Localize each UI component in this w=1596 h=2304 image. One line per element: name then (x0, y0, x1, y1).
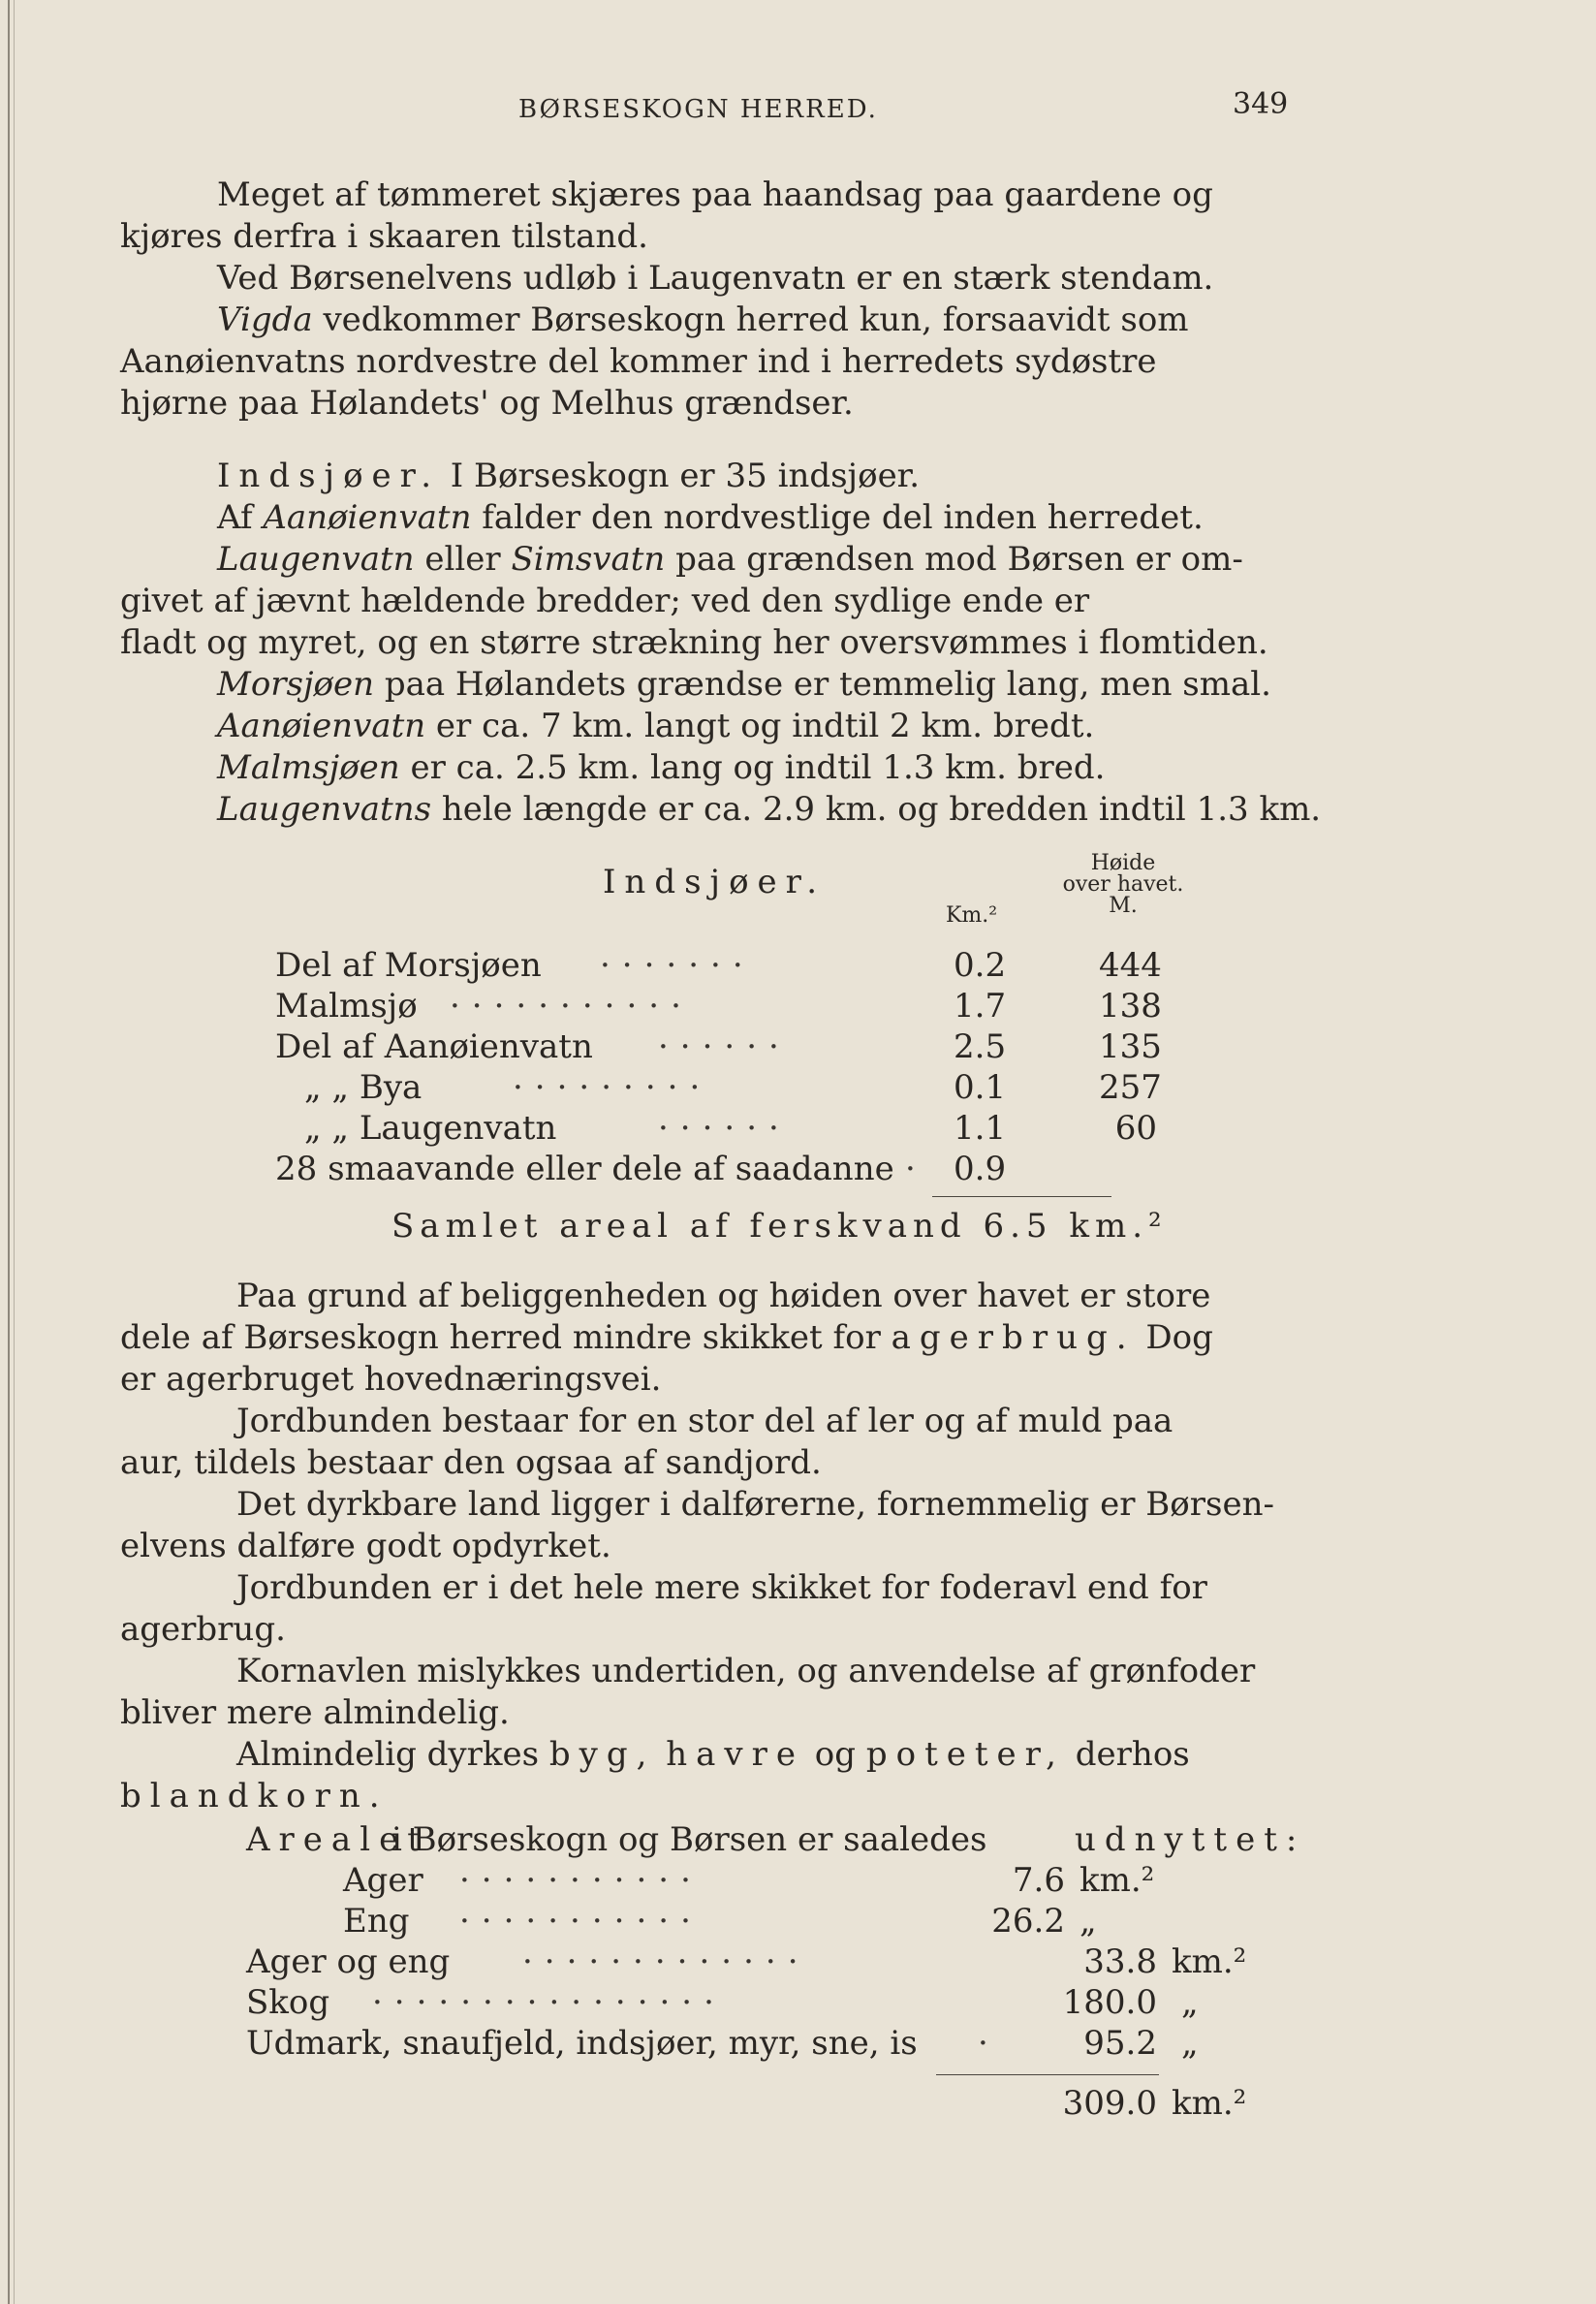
lake-area: 0.2 (954, 946, 1007, 985)
text-line (120, 789, 1322, 831)
page-edge-line-inner (14, 0, 15, 2304)
land-value: 180.0 (1062, 1983, 1157, 2022)
table-intro (246, 1820, 1306, 1861)
table-row (275, 987, 1225, 1027)
page-number: 349 (1233, 87, 1289, 121)
italic-name: Aanøienvatn (263, 498, 472, 537)
table-row (246, 2024, 1264, 2065)
leader-dots: ········· (513, 1068, 712, 1107)
leader-dots: · (905, 1150, 927, 1188)
lake-height: 138 (1099, 987, 1162, 1026)
spaced-word: byg, (548, 1735, 656, 1774)
table-row (275, 1027, 1225, 1068)
header-line: Høide (1090, 851, 1156, 875)
text-span: dele af Børseskogn herred mindre skikket for (120, 1318, 892, 1357)
text-line: agerbrug. (120, 1610, 286, 1649)
text-span: Dog (1135, 1318, 1213, 1357)
header-line: over havet. (1062, 872, 1184, 897)
lake-name: „ „ Laugenvatn (304, 1109, 557, 1148)
italic-name: Aanøienvatn (217, 707, 426, 745)
lake-area: 1.7 (954, 987, 1007, 1026)
text-line: Aanøienvatns nordvestre del kommer ind i herredets sydøstre (120, 342, 1157, 381)
italic-name: Laugenvatns (217, 790, 432, 829)
table-row (275, 1068, 1225, 1109)
sum-rule (936, 2074, 1159, 2075)
lake-height: 60 (1114, 1109, 1157, 1148)
text-line: fladt og myret, og en større strækning her oversvømmes i flomtiden. (120, 623, 1268, 662)
text-span: er ca. 7 km. langt og indtil 2 km. bredt. (425, 707, 1095, 745)
italic-name: Laugenvatn (217, 540, 415, 579)
table-row (246, 1983, 1264, 2024)
leader-dots: ················ (372, 1983, 726, 2022)
text-line: bliver mere almindelig. (120, 1693, 510, 1732)
text-line: Kornavlen mislykkes undertiden, og anvendelse af grønfoder (236, 1652, 1256, 1690)
text-line (120, 456, 1322, 497)
text-span: hele længde er ca. 2.9 km. og bredden indtil 1.3 km. (431, 790, 1322, 829)
land-unit: „ (1181, 2024, 1199, 2063)
lake-height: 135 (1099, 1027, 1162, 1066)
text-line: Jordbunden er i det hele mere skikket for foderavl end for (236, 1568, 1207, 1607)
land-unit: km.² (1080, 1861, 1155, 1900)
running-header: BØRSESKOGN HERRED. (518, 95, 878, 124)
leader-dots: ······ (658, 1027, 791, 1066)
text-span: derhos (1064, 1735, 1190, 1774)
section-heading: Indsjøer. (217, 457, 440, 495)
text-line (120, 300, 1322, 341)
column-header-area: Km.² (946, 903, 998, 928)
text-line: Jordbunden bestaar for en stor del af ler og af muld paa (236, 1402, 1174, 1440)
spaced-word: Arealet (246, 1820, 429, 1859)
text-line: Meget af tømmeret skjæres paa haandsag paa gaardene og (217, 175, 1213, 214)
table-row (246, 1902, 1264, 1942)
paragraph-lakes (120, 456, 1322, 831)
text-line: kjøres derfra i skaaren tilstand. (120, 217, 648, 256)
italic-name: Malmsjøen (217, 748, 400, 787)
leader-dots: ··········· (459, 1902, 703, 1941)
leader-dots: ······· (600, 946, 755, 985)
text-line (120, 497, 1322, 539)
text-line: er agerbruget hovednæringsvei. (120, 1360, 662, 1399)
text-line: aur, tildels bestaar den ogsaa af sandjord. (120, 1443, 822, 1482)
text-line: hjørne paa Hølandets' og Melhus grændser. (120, 384, 854, 423)
text-line: blandkorn. (120, 1777, 389, 1815)
italic-name: Simsvatn (511, 540, 666, 579)
land-unit: km.² (1172, 1942, 1247, 1981)
text-line: givet af jævnt hældende bredder; ved den sydlige ende er (120, 582, 1090, 620)
table-title: Indsjøer. (603, 863, 826, 901)
land-type: Ager (343, 1861, 423, 1900)
land-type: Eng (343, 1902, 410, 1941)
lake-height: 444 (1099, 946, 1162, 985)
lake-area: 0.1 (954, 1068, 1007, 1107)
lake-area: 2.5 (954, 1027, 1007, 1066)
text-line (120, 706, 1322, 747)
lake-name: Malmsjø (275, 987, 418, 1026)
lake-name: Del af Morsjøen (275, 946, 542, 985)
leader-dots: ······ (658, 1109, 791, 1148)
header-line: M. (1109, 894, 1138, 918)
land-unit: „ (1080, 1902, 1097, 1941)
leader-dots: · (978, 2024, 1000, 2063)
leader-dots: ··········· (459, 1861, 703, 1900)
text-span: falder den nordvestlige del inden herredet. (471, 498, 1204, 537)
text-line (120, 539, 1322, 581)
paragraph-timber (120, 174, 1322, 425)
page-edge-line (8, 0, 10, 2304)
land-value: 95.2 (1083, 2024, 1157, 2063)
land-type: Ager og eng (246, 1942, 451, 1981)
sum-rule (932, 1196, 1111, 1197)
paragraph-agriculture (120, 1276, 1322, 1817)
lake-name: 28 smaavande eller dele af saadanne (275, 1150, 894, 1188)
lake-area: 1.1 (954, 1109, 1007, 1148)
table-row (275, 1109, 1225, 1150)
text-line: Ved Børsenelvens udløb i Laugenvatn er en stærk stendam. (217, 259, 1214, 298)
land-value: 33.8 (1083, 1942, 1157, 1981)
text-span: eller (414, 540, 512, 579)
text-span: vedkommer Børseskogn herred kun, forsaavidt som (312, 300, 1189, 339)
land-total-value: 309.0 (1062, 2084, 1157, 2123)
spaced-word: havre (666, 1735, 804, 1774)
text-span: og (803, 1735, 866, 1774)
text-span: er ca. 2.5 km. lang og indtil 1.3 km. bred. (399, 748, 1106, 787)
spaced-word: agerbrug. (891, 1318, 1136, 1357)
lake-height: 257 (1099, 1068, 1162, 1107)
text-span: i Børseskogn og Børsen er saaledes (391, 1820, 987, 1859)
land-total-unit: km.² (1172, 2084, 1247, 2123)
land-value: 26.2 (991, 1902, 1065, 1941)
text-span: I Børseskogn er 35 indsjøer. (440, 457, 921, 495)
land-value: 7.6 (1012, 1861, 1065, 1900)
land-type: Udmark, snaufjeld, indsjøer, myr, sne, is (246, 2024, 918, 2063)
italic-name: Morsjøen (217, 665, 375, 704)
table-row (275, 946, 1225, 987)
italic-name: Vigda (217, 300, 313, 339)
land-type: Skog (246, 1983, 330, 2022)
text-line (120, 664, 1322, 706)
text-line (120, 747, 1322, 789)
text-line (120, 1734, 1322, 1776)
text-span: paa Hølandets grændse er temmelig lang, men smal. (374, 665, 1271, 704)
column-header-height (1041, 853, 1205, 917)
lake-name: „ „ Bya (304, 1068, 422, 1107)
table-total: Samlet areal af ferskvand 6.5 km.² (391, 1207, 1168, 1246)
table-row (275, 1150, 1225, 1190)
text-line: Paa grund af beliggenheden og høiden over havet er store (236, 1277, 1211, 1315)
text-span: Af (217, 498, 264, 537)
leader-dots: ··········· (450, 987, 693, 1026)
text-span: Almindelig dyrkes (236, 1735, 549, 1774)
table-row (246, 1942, 1264, 1983)
table-total-row (246, 2084, 1264, 2125)
text-line: Det dyrkbare land ligger i dalførerne, fornemmelig er Børsen- (236, 1485, 1274, 1524)
text-line (120, 1317, 1322, 1359)
lake-name: Del af Aanøienvatn (275, 1027, 593, 1066)
spaced-word: udnyttet: (1075, 1820, 1306, 1859)
text-line: elvens dalføre godt opdyrket. (120, 1527, 611, 1565)
text-span: paa grændsen mod Børsen er om- (665, 540, 1243, 579)
table-row (246, 1861, 1264, 1902)
land-unit: „ (1181, 1983, 1199, 2022)
leader-dots: ············· (522, 1942, 810, 1981)
lake-area: 0.9 (954, 1150, 1007, 1188)
spaced-word: poteter, (865, 1735, 1065, 1774)
